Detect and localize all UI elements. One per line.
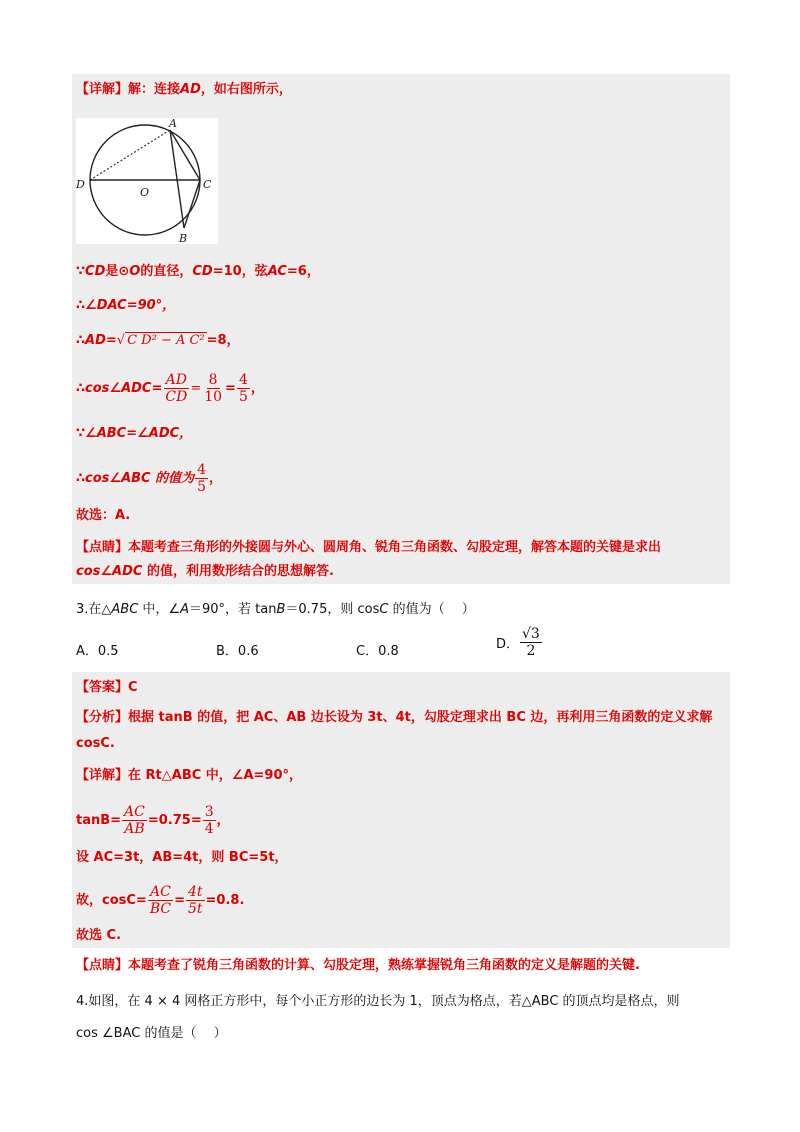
question-4-line-2: cos ∠BAC 的值是（ ） xyxy=(76,1026,227,1041)
step-7: 故选：A. xyxy=(76,508,131,523)
solution-block-q3 xyxy=(72,672,730,948)
comment3-label: 【点睛】 xyxy=(76,958,129,973)
answer-line xyxy=(76,680,138,696)
option-d[interactable]: D． $\frac{√3}{2}$ xyxy=(496,626,540,659)
step-3: ∴AD=√ C D² − A C² =8， xyxy=(76,333,240,348)
analysis-label: 【分析】 xyxy=(76,710,129,725)
detail3-line-1: 【详解】在 Rt△ABC 中，∠A=90°， xyxy=(76,768,302,783)
question-4-line-1: 4.如图，在 4 × 4 网格正方形中，每个小正方形的边长为 1，顶点为格点，若△ABC 的顶点均是格点，则 xyxy=(76,994,680,1009)
comment-line-2: cos∠ADC 的值，利用数形结合的思想解答. xyxy=(76,564,334,579)
step-1: ∵CD是⊙O的直径，CD=10，弦AC=6， xyxy=(76,264,320,279)
label-o: O xyxy=(140,186,150,199)
comment3-line: 【点睛】本题考查了锐角三角函数的计算、勾股定理，熟练掌握锐角三角函数的定义是解题的关键. xyxy=(76,958,640,973)
label-b: B xyxy=(179,232,188,244)
question-3: 3.在△ABC 中，∠A＝90°，若 tanB＝0.75，则 cosC 的值为（ ） xyxy=(76,602,475,617)
comment-label: 【点睛】 xyxy=(76,540,129,555)
step-5: ∵∠ABC=∠ADC， xyxy=(76,426,193,441)
detail3-line-4: 故，cosC= $\frac{AC}{BC}$ = $\frac{4t}{5t}$ =0.8. xyxy=(76,884,245,917)
solution-block-q2 xyxy=(72,74,730,584)
option-a[interactable]: A．0.5 xyxy=(76,644,119,659)
analysis-line-2: cosC. xyxy=(76,736,115,751)
detail3-line-2: tanB= $\frac{AC}{AB}$ =0.75= $\frac{3}{4}$ ， xyxy=(76,804,230,837)
answer-value: C xyxy=(128,680,138,695)
step-6: ∴cos∠ABC 的值为 $\frac{4}{5}$ ， xyxy=(76,462,223,495)
detail-label: 【详解】 xyxy=(76,82,129,97)
detail3-line-3: 设 AC=3t，AB=4t，则 BC=5t， xyxy=(76,850,288,865)
label-c: C xyxy=(203,178,212,191)
analysis-line-1: 【分析】根据 tanB 的值，把 AC、AB 边长设为 3t、4t，勾股定理求出 BC 边，再利用三角函数的定义求解 xyxy=(76,710,713,725)
option-c[interactable]: C．0.8 xyxy=(356,644,399,659)
label-a: A xyxy=(169,118,177,130)
comment-line-1: 【点睛】本题考查三角形的外接圆与外心、圆周角、锐角三角函数、勾股定理，解答本题的关键是求出 xyxy=(76,540,662,555)
option-b[interactable]: B．0.6 xyxy=(216,644,259,659)
detail3-line-5: 故选 C. xyxy=(76,928,122,943)
circle-diagram xyxy=(76,118,218,244)
step-4: ∴cos∠ADC= $\frac{AD}{CD}$ = $\frac{8}{10}$ = $\frac{4}{5}$ ， xyxy=(76,372,264,405)
step-2: ∴∠DAC=90°， xyxy=(76,298,176,313)
label-d: D xyxy=(76,178,85,191)
detail3-label: 【详解】 xyxy=(76,768,129,783)
detail-line: 【详解】解：连接AD，如右图所示， xyxy=(76,82,292,97)
answer-label: 【答案】 xyxy=(76,680,129,695)
